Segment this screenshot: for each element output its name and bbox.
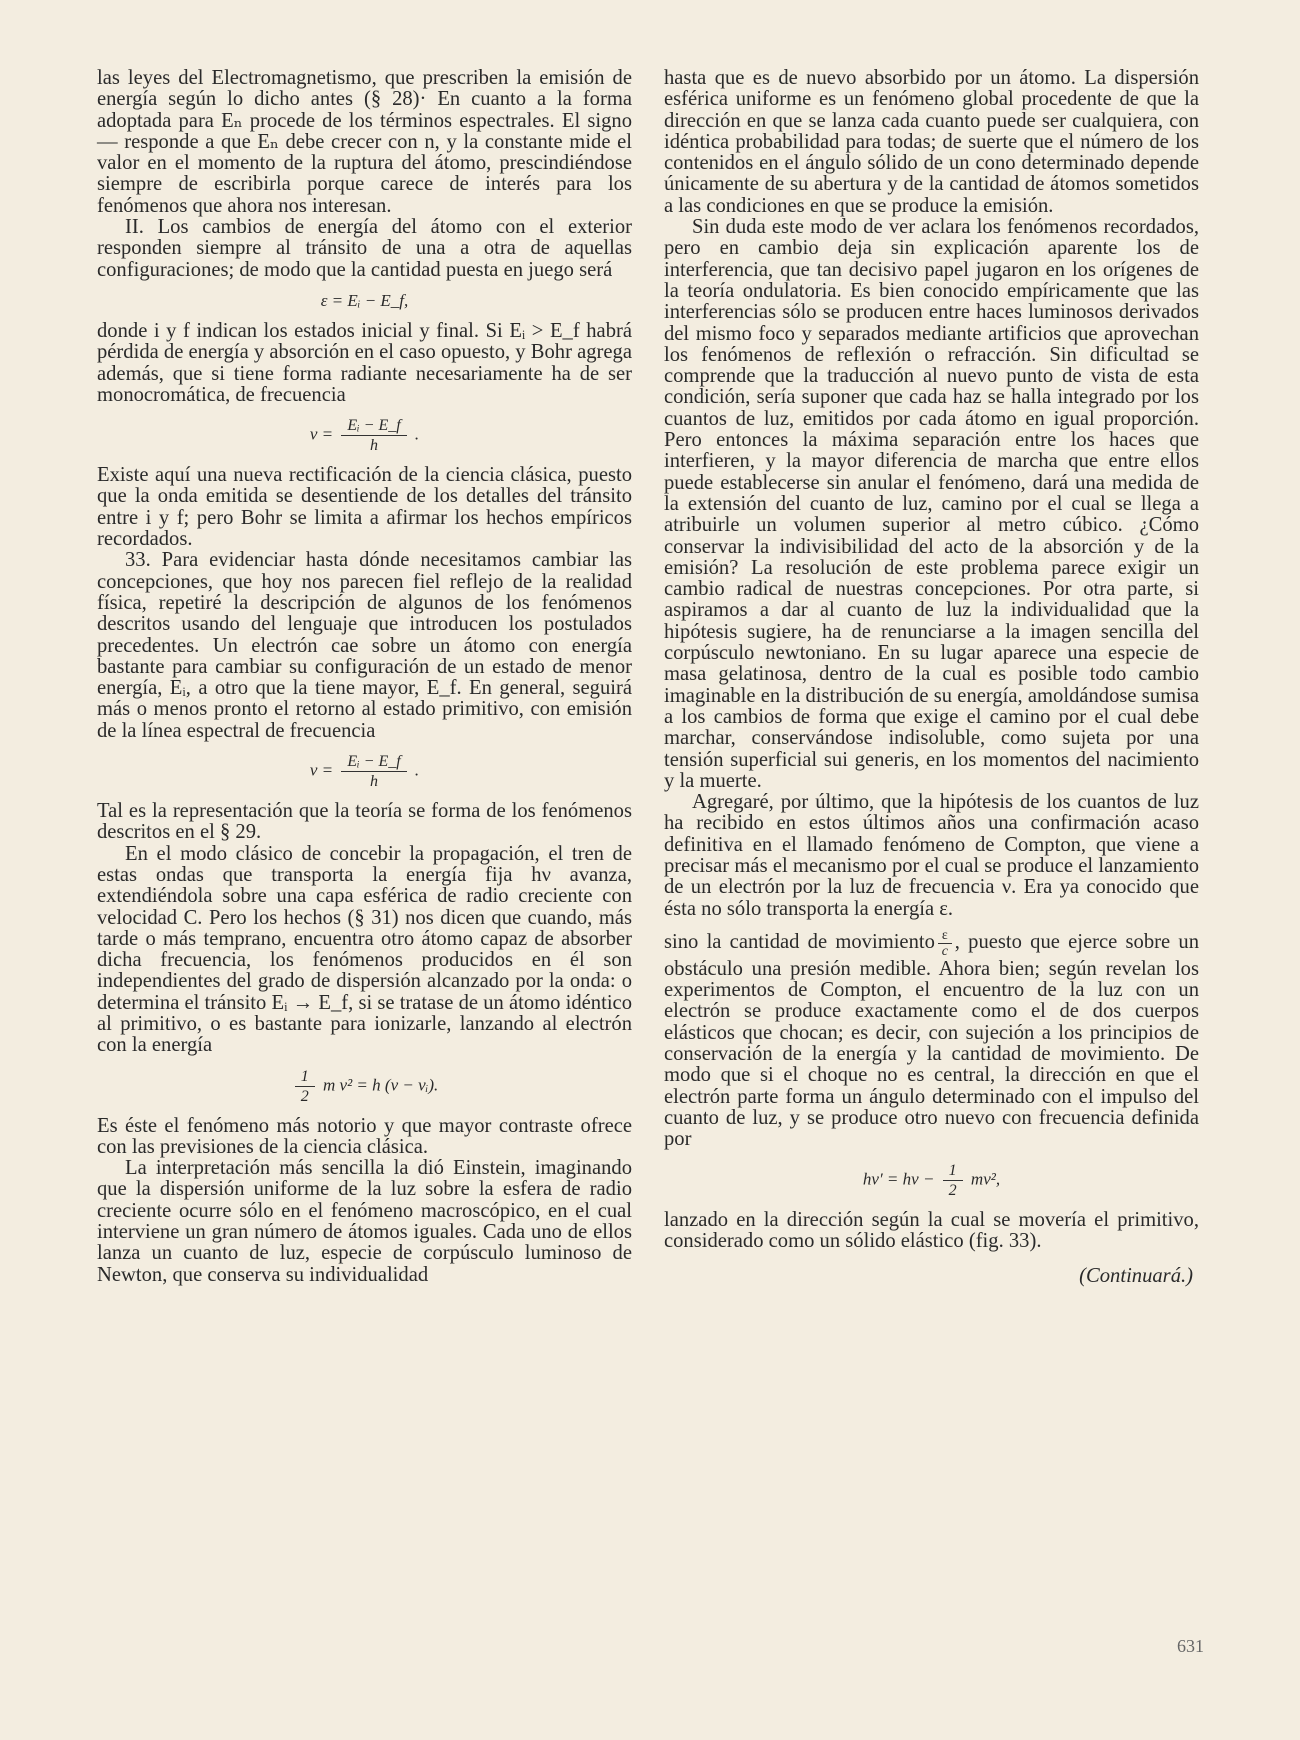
fraction-numerator: 1 <box>943 1161 963 1181</box>
equation <box>97 416 632 455</box>
paragraph <box>664 928 1199 1151</box>
fraction-denominator: 2 <box>948 1181 957 1199</box>
fraction-denominator: c <box>941 943 948 959</box>
equation <box>97 1067 632 1106</box>
paragraph-text: , puesto que ejerce sobre un obstáculo una presión medible. Ahora bien; según revelan los experimentos de Compton, el encuentro de la luz con un electrón se produce exactamente como el de dos cuerpos elásticos que chocan; es decir, con sujeción a los principios de conservación de la energía y la cantidad de movimiento. De modo que si el choque no es central, la dirección en que el electrón parte forma un ángulo determinado con el impulso del cuanto de luz, y se produce otro nuevo con frecuencia definida por <box>664 931 1199 1151</box>
paragraph: donde i y f indican los estados inicial y final. Si Eᵢ > E_f habrá pérdida de energía y absorción en el caso opuesto, y Bohr agrega además, que si tiene forma radiante necesariamente ha de ser monocromática, de frecuencia <box>97 319 632 406</box>
left-column <box>97 68 632 1286</box>
fraction-numerator: Eᵢ − E_f <box>341 416 406 436</box>
equation-rest: mv², <box>970 1168 1001 1188</box>
equation: ε = Eᵢ − E_f, <box>320 290 409 310</box>
paragraph: En el modo clásico de concebir la propagación, el tren de estas ondas que transporta la energía fija hν avanza, extendiéndola sobre una capa esférica de radio creciente con velocidad C. Pero los hechos (§ 31) nos dicen que cuando, más tarde o más temprano, encuentra otro átomo capaz de absorber dicha frecuencia, los fenómenos producidos en él son independientes del grado de dispersión alcanzado por la onda: o determina el tránsito Eᵢ → E_f, si se tratase de un átomo idéntico al primitivo, o es bastante para ionizarle, lanzando al electrón con la energía <box>97 842 632 1057</box>
paragraph-text: sino la cantidad de movimiento <box>664 931 935 954</box>
right-column <box>664 68 1199 1287</box>
page-number: 631 <box>1177 1636 1204 1656</box>
fraction-numerator: ε <box>938 928 952 944</box>
fraction-denominator: h <box>370 437 378 455</box>
equation-rest: m v² = h (ν − νᵢ). <box>323 1074 439 1094</box>
fraction-numerator: Eᵢ − E_f <box>341 752 406 772</box>
fraction-denominator: 2 <box>300 1087 309 1105</box>
equation <box>664 1161 1199 1200</box>
fraction <box>341 416 406 455</box>
paragraph: las leyes del Electromagnetismo, que prescriben la emisión de energía según lo dicho antes (§ 28)· En cuanto a la forma adoptada para Eₙ procede de los términos espectrales. El signo — responde a que Eₙ debe crecer con n, y la constante mide el valor en el momento de la ruptura del átomo, prescindiéndose siempre de escribirla porque carece de interés para los fenómenos que ahora nos interesan. <box>97 67 632 217</box>
paragraph: Sin duda este modo de ver aclara los fenómenos recordados, pero en cambio deja sin explicación aparente los de interferencia, que tan decisivo papel jugaron en los orígenes de la teoría ondulatoria. Es bien conocido empíricamente que las interferencias sólo se producen entre haces luminosos derivados del mismo foco y separados mediante artificios que aprovechan los fenómenos de reflexión o refracción. Sin dificultad se comprende que la traducción al nuevo punto de vista de esta condición, sería suponer que cada haz se halla integrado por los cuantos de luz, emitidos por cada átomo en igual proporción. Pero entonces la máxima separación entre los haces que interfieren, y la mayor diferencia de marcha que entre ellos puede establecerse sin anular el fenómeno, dará una medida de la extensión del cuanto de luz, camino por el cual se llega a atribuirle un volumen superior al metro cúbico. ¿Cómo conservar la indivisibilidad del acto de la absorción y de la emisión? La resolución de este problema parece exigir un cambio radical de nuestras concepciones. Por otra parte, si aspiramos a dar al cuanto de luz la individualidad que la hipótesis sugiere, ha de renunciarse a la imagen sencilla del corpúsculo newtoniano. En su lugar aparece una especie de masa gelatinosa, dentro de la cual es posible todo cambio imaginable en la distribución de su energía, amoldándose sumisa a los cambios de forma que exige el camino por el cual debe marchar, conservándose indisoluble, como sujeta por una tensión superficial sui generis, en los momentos del nacimiento y la muerte. <box>664 216 1199 792</box>
equation <box>97 752 632 791</box>
paragraph: Es éste el fenómeno más notorio y que mayor contraste ofrece con las previsiones de la ciencia clásica. <box>97 1114 632 1158</box>
fraction <box>943 1161 963 1200</box>
paragraph: Agregaré, por último, que la hipótesis de los cuantos de luz ha recibido en estos últimos años una confirmación acaso definitiva en el llamado fenómeno de Compton, que viene a precisar más el mecanismo por el cual se produce el lanzamiento de un electrón por la luz de frecuencia ν. Era ya conocido que ésta no sólo transporta la energía ε. <box>664 791 1199 920</box>
paragraph: II. Los cambios de energía del átomo con el exterior responden siempre al tránsito de una a otra de aquellas configuraciones; de modo que la cantidad puesta en juego será <box>97 216 632 281</box>
fraction-denominator: h <box>370 773 378 791</box>
paragraph: Existe aquí una nueva rectificación de la ciencia clásica, puesto que la onda emitida se desentiende de los detalles del tránsito entre i y f; pero Bohr se limita a afirmar los hechos empíricos recordados. <box>97 464 632 551</box>
equation-end: . <box>414 760 420 780</box>
paragraph: 33. Para evidenciar hasta dónde necesitamos cambiar las concepciones, que hoy nos parecen fiel reflejo de la realidad física, repetiré la descripción de algunos de los fenómenos descritos usando del lenguaje que introducen los postulados precedentes. Un electrón cae sobre un átomo con energía bastante para cambiar su configuración de un estado de menor energía, Eᵢ, a otro que la tiene mayor, E_f. En general, seguirá más o menos pronto el retorno al estado primitivo, con emisión de la línea espectral de frecuencia <box>97 549 632 742</box>
equation-lhs: ν = <box>309 760 334 780</box>
fraction <box>938 928 952 959</box>
paragraph: Tal es la representación que la teoría se forma de los fenómenos descritos en el § 29. <box>97 800 632 844</box>
equation-end: . <box>414 424 420 444</box>
paragraph: La interpretación más sencilla la dió Einstein, imaginando que la dispersión uniforme de la luz sobre la esfera de radio creciente ocurre sólo en el fenómeno macroscópico, en el cual interviene un gran número de átomos iguales. Cada uno de ellos lanza un cuanto de luz, especie de corpúsculo luminoso de Newton, que conserva su individualidad <box>97 1157 632 1286</box>
equation-lhs: ν = <box>309 424 334 444</box>
equation-lhs: hν′ = hν − <box>862 1168 935 1188</box>
fraction <box>295 1067 315 1106</box>
fraction <box>341 752 406 791</box>
continued-note: (Continuará.) <box>1079 1265 1193 1288</box>
paragraph: lanzado en la dirección según la cual se movería el primitivo, considerado como un sólido elástico (fig. 33). <box>664 1208 1199 1252</box>
fraction-numerator: 1 <box>295 1067 315 1087</box>
paragraph: hasta que es de nuevo absorbido por un átomo. La dispersión esférica uniforme es un fenómeno global procedente de que la dirección en que se lanza cada cuanto puede ser cualquiera, con idéntica probabilidad para todas; de suerte que el número de los contenidos en el ángulo sólido de un cono determinado depende únicamente de su abertura y de la cantidad de átomos sometidos a las condiciones en que se produce la emisión. <box>664 67 1199 217</box>
